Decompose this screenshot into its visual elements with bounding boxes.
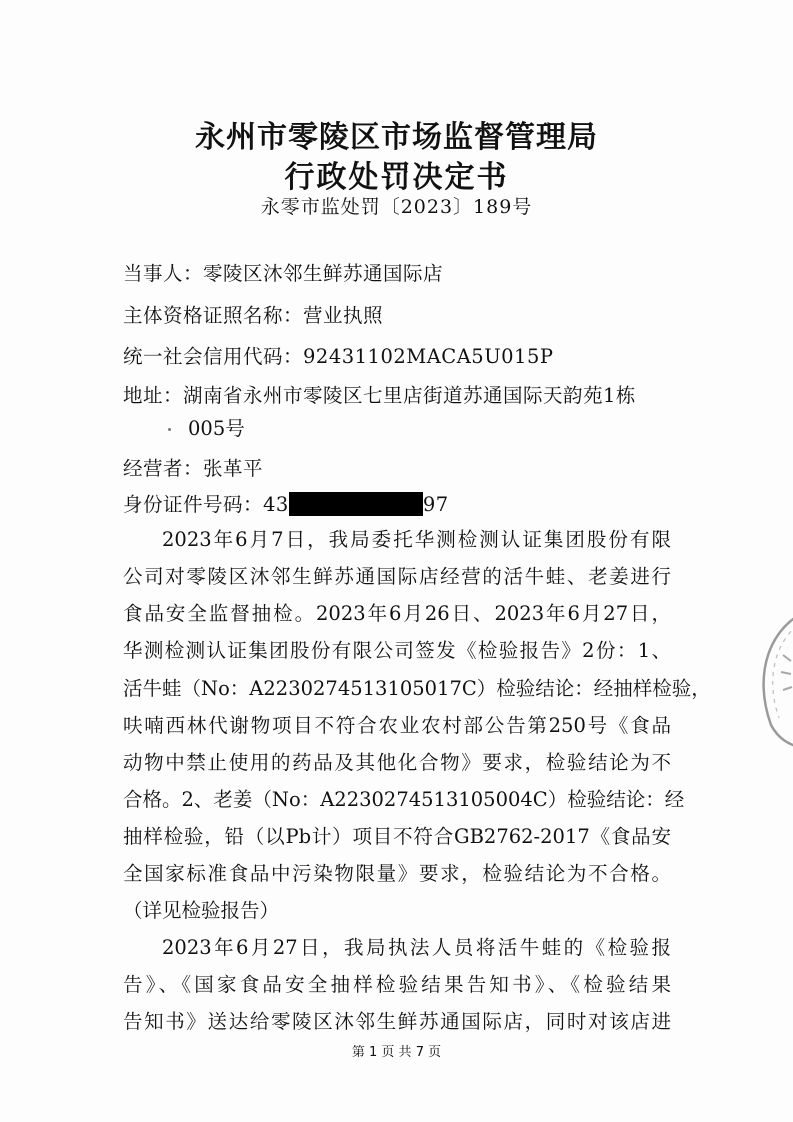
address-line-1: 地址：湖南省永州市零陵区七里店街道苏通国际天韵苑1栋	[123, 384, 636, 407]
body-line: 告》、《国家食品安全抽样检验结果告知书》、《检验结果	[123, 973, 671, 996]
party-name: 当事人：零陵区沐邻生鲜苏通国际店	[123, 262, 444, 285]
id-number-suffix: 97	[422, 493, 449, 516]
scan-speck	[168, 428, 171, 431]
official-seal-fragment	[743, 600, 793, 750]
body-line: 活牛蛙（No：A2230274513105017C）检验结论：经抽样检验，	[123, 677, 711, 700]
body-line: 告知书》送达给零陵区沐邻生鲜苏通国际店，同时对该店进	[123, 1010, 671, 1033]
body-line: 呋喃西林代谢物项目不符合农业农村部公告第250号《食品	[123, 714, 671, 737]
agency-title: 永州市零陵区市场监督管理局	[195, 120, 598, 155]
operator-name: 经营者：张革平	[123, 457, 264, 480]
id-number-prefix: 身份证件号码：43	[123, 493, 289, 516]
body-line: 华测检测认证集团股份有限公司签发《检验报告》2份：1、	[123, 639, 671, 662]
body-line: 食品安全监督抽检。2023年6月26日、2023年6月27日，	[123, 602, 671, 625]
license-type: 主体资格证照名称：营业执照	[123, 304, 384, 327]
body-line: 2023年6月27日，我局执法人员将活牛蛙的《检验报	[162, 936, 671, 959]
address-line-2: 005号	[188, 417, 245, 440]
body-line: （详见检验报告）	[123, 899, 280, 922]
id-number	[123, 489, 449, 517]
body-line: 合格。2、老姜（No：A2230274513105004C）检验结论：经	[123, 788, 685, 811]
body-line: 公司对零陵区沐邻生鲜苏通国际店经营的活牛蛙、老姜进行	[123, 565, 671, 588]
body-line: 全国家标准食品中污染物限量》要求，检验结论为不合格。	[123, 862, 671, 885]
credit-code: 统一社会信用代码：92431102MACA5U015P	[123, 345, 554, 368]
body-line: 动物中禁止使用的药品及其他化合物》要求，检验结论为不	[123, 751, 671, 774]
document-number: 永零市监处罚〔2023〕189号	[260, 196, 533, 218]
body-line: 抽样检验，铅（以Pb计）项目不符合GB2762-2017《食品安	[123, 825, 671, 848]
body-line: 2023年6月7日，我局委托华测检测认证集团股份有限	[162, 528, 671, 551]
redaction-bar	[289, 492, 423, 516]
document-type-title: 行政处罚决定书	[284, 160, 509, 195]
page-number: 第 1 页 共 7 页	[351, 1045, 442, 1060]
